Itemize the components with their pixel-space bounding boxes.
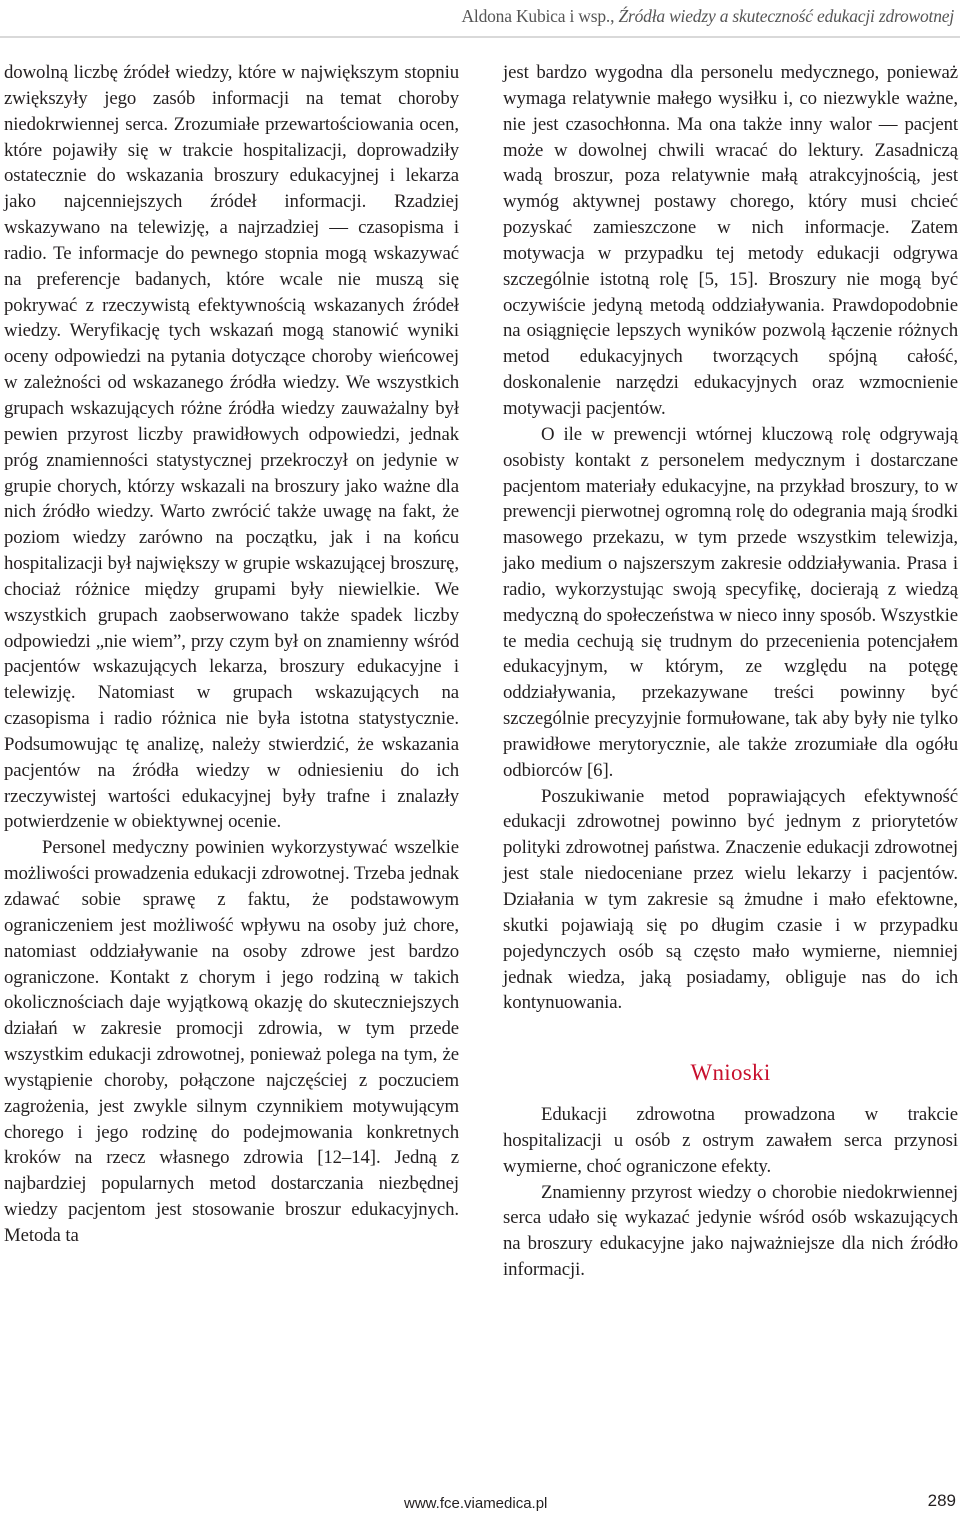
conclusion-paragraph-1: Edukacji zdrowotna prowadzona w trakcie hospitalizacji u osób z ostrym zawałem serca przynosi wymierne, choć ograniczone efekty. [503, 1104, 958, 1177]
running-header [461, 6, 954, 27]
right-paragraph-1: jest bardzo wygodna dla personelu medycznego, ponieważ wymaga relatywnie małego wysiłku i, co niezwykle ważne, nie jest czasochłonna. Ma ona także inny walor — pacjent może w dowolnej chwili wracać do lektury. Zasadniczą wadą broszur, poza relatywnie małą atrakcyjnością, jest wymóg aktywnej postawy chorego, który musi chcieć pozyskać zamieszczone w nich informacje. Zatem motywacja w przypadku tej metody edukacji odgrywa szczególnie istotną rolę [5, 15]. Broszury nie mogą być oczywiście jedyną metodą oddziaływania. Prawdopodobnie na osiągnięcie lepszych wyników pozwolą łączenie różnych metod edukacyjnych tworzących spójną całość, doskonalenie narzędzi edukacyjnych oraz wzmocnienie motywacji pacjentów. [503, 62, 958, 419]
section-heading-conclusions: Wnioski [690, 1060, 771, 1086]
left-paragraph-2: Personel medyczny powinien wykorzystywać wszelkie możliwości prowadzenia edukacji zdrowotnej. Trzeba jednak zdawać sobie sprawę z faktu, że podstawowym ograniczeniem jest możliwość wpływu na osoby już chore, natomiast oddziaływanie na osoby zdrowe jest bardzo ograniczone. Kontakt z chorym i jego rodziną w takich okolicznościach daje wyjątkową okazję do skuteczniejszych działań w zakresie promocji zdrowia, w tym przede wszystkim edukacji zdrowotnej, ponieważ polega na tym, że wystąpienie choroby, połączone najczęściej z poczuciem zagrożenia, jest zwykle silnym czynnikiem motywującym chorego i jego rodzinę do podejmowania konkretnych kroków na rzecz własnego zdrowia [12–14]. Jedną z najbardziej popularnych metod dostarczania niezbędnej wiedzy pacjentom jest stosowanie broszur edukacyjnych. Metoda ta [4, 837, 459, 1246]
left-column [4, 60, 459, 1249]
header-authors: Aldona Kubica i wsp., [461, 6, 615, 26]
header-article-title: Źródła wiedzy a skuteczność edukacji zdrowotnej [618, 6, 954, 26]
header-divider [0, 36, 960, 38]
conclusion-paragraph-2: Znamienny przyrost wiedzy o chorobie niedokrwiennej serca udało się wykazać jedynie wśród osób wskazujących na broszury edukacyjne jako najważniejsze dla nich źródło informacji. [503, 1181, 958, 1281]
right-column [503, 60, 958, 1283]
footer-url: www.fce.viamedica.pl [404, 1495, 548, 1512]
page-number: 289 [927, 1491, 956, 1510]
right-paragraph-2: O ile w prewencji wtórnej kluczową rolę odgrywają osobisty kontakt z personelem medycznym i dostarczane pacjentom materiały edukacyjne, na przykład broszury, to w prewencji pierwotnej ogromną rolę do odegrania mają środki masowego przekazu, w tym przede wszystkim telewizja, jako medium o najszerszym zakresie oddziaływania. Prasa i radio, wykorzystując swoją specyfikę, docierają z wiedzą medyczną do społeczeństwa w nieco inny sposób. Wszystkie te media cechują się trudnym do przecenienia potencjałem edukacyjnym, w którym, ze względu na potęgę oddziaływania, przekazywane treści powinny być szczególnie precyzyjnie formułowane, tak aby były nie tylko prawidłowe merytorycznie, ale także zrozumiałe dla ogółu odbiorców [6]. [503, 423, 958, 781]
left-paragraph-1: dowolną liczbę źródeł wiedzy, które w największym stopniu zwiększyły jego zasób informacji na temat choroby niedokrwiennej serca. Zrozumiałe przewartościowania ocen, które pojawiły się w trakcie hospitalizacji, doprowadziły ostatecznie do wskazania broszury edukacyjnej i lekarza jako najcenniejszych źródeł informacji. Rzadziej wskazywano na telewizję, a najrzadziej — czasopisma i radio. Te informacje do pewnego stopnia mogą wskazywać na preferencje badanych, które wcale nie muszą się pokrywać z rzeczywistą efektywnością wskazanych źródeł wiedzy. Weryfikację tych wskazań mogą stanowić wyniki oceny odpowiedzi na pytania dotyczące choroby wieńcowej w zależności od wskazanego źródła wiedzy. We wszystkich grupach wskazujących różne źródła wiedzy zauważalny był pewien przyrost liczby prawidłowych odpowiedzi, jednak próg znamienności statystycznej przekroczył on jedynie w grupie chorych, którzy wskazali na broszury jako ważne dla nich źródło wiedzy. Warto zwrócić także uwagę na fakt, że poziom wiedzy zarówno na początku, jak i na końcu hospitalizacji był największy w grupie wskazującej broszurę, chociaż różnice między grupami były niewielkie. We wszystkich grupach zaobserwowano także spadek liczby odpowiedzi „nie wiem”, przy czym był on znamienny wśród pacjentów wskazujących lekarza, broszury edukacyjne i telewizję. Natomiast w grupach wskazujących na czasopisma i radio różnica nie była istotna statystycznie. Podsumowując tę analizę, należy stwierdzić, że wskazania pacjentów na źródła wiedzy w odniesieniu do ich rzeczywistej wartości edukacyjnej były trafne i znalazły potwierdzenie w obiektywnej ocenie. [4, 62, 459, 833]
right-paragraph-3: Poszukiwanie metod poprawiających efektywność edukacji zdrowotnej powinno być jednym z priorytetów polityki zdrowotnej państwa. Znaczenie edukacji zdrowotnej jest stale niedoceniane przez wielu lekarzy i pacjentów. Działania w tym zakresie są żmudne i mało efektowne, skutki pojawiają się po długim czasie i w przypadku pojedynczych osób są często mało wymierne, niemniej jednak wiedza, jaką posiadamy, obliguje nas do ich kontynuowania. [503, 785, 958, 1014]
